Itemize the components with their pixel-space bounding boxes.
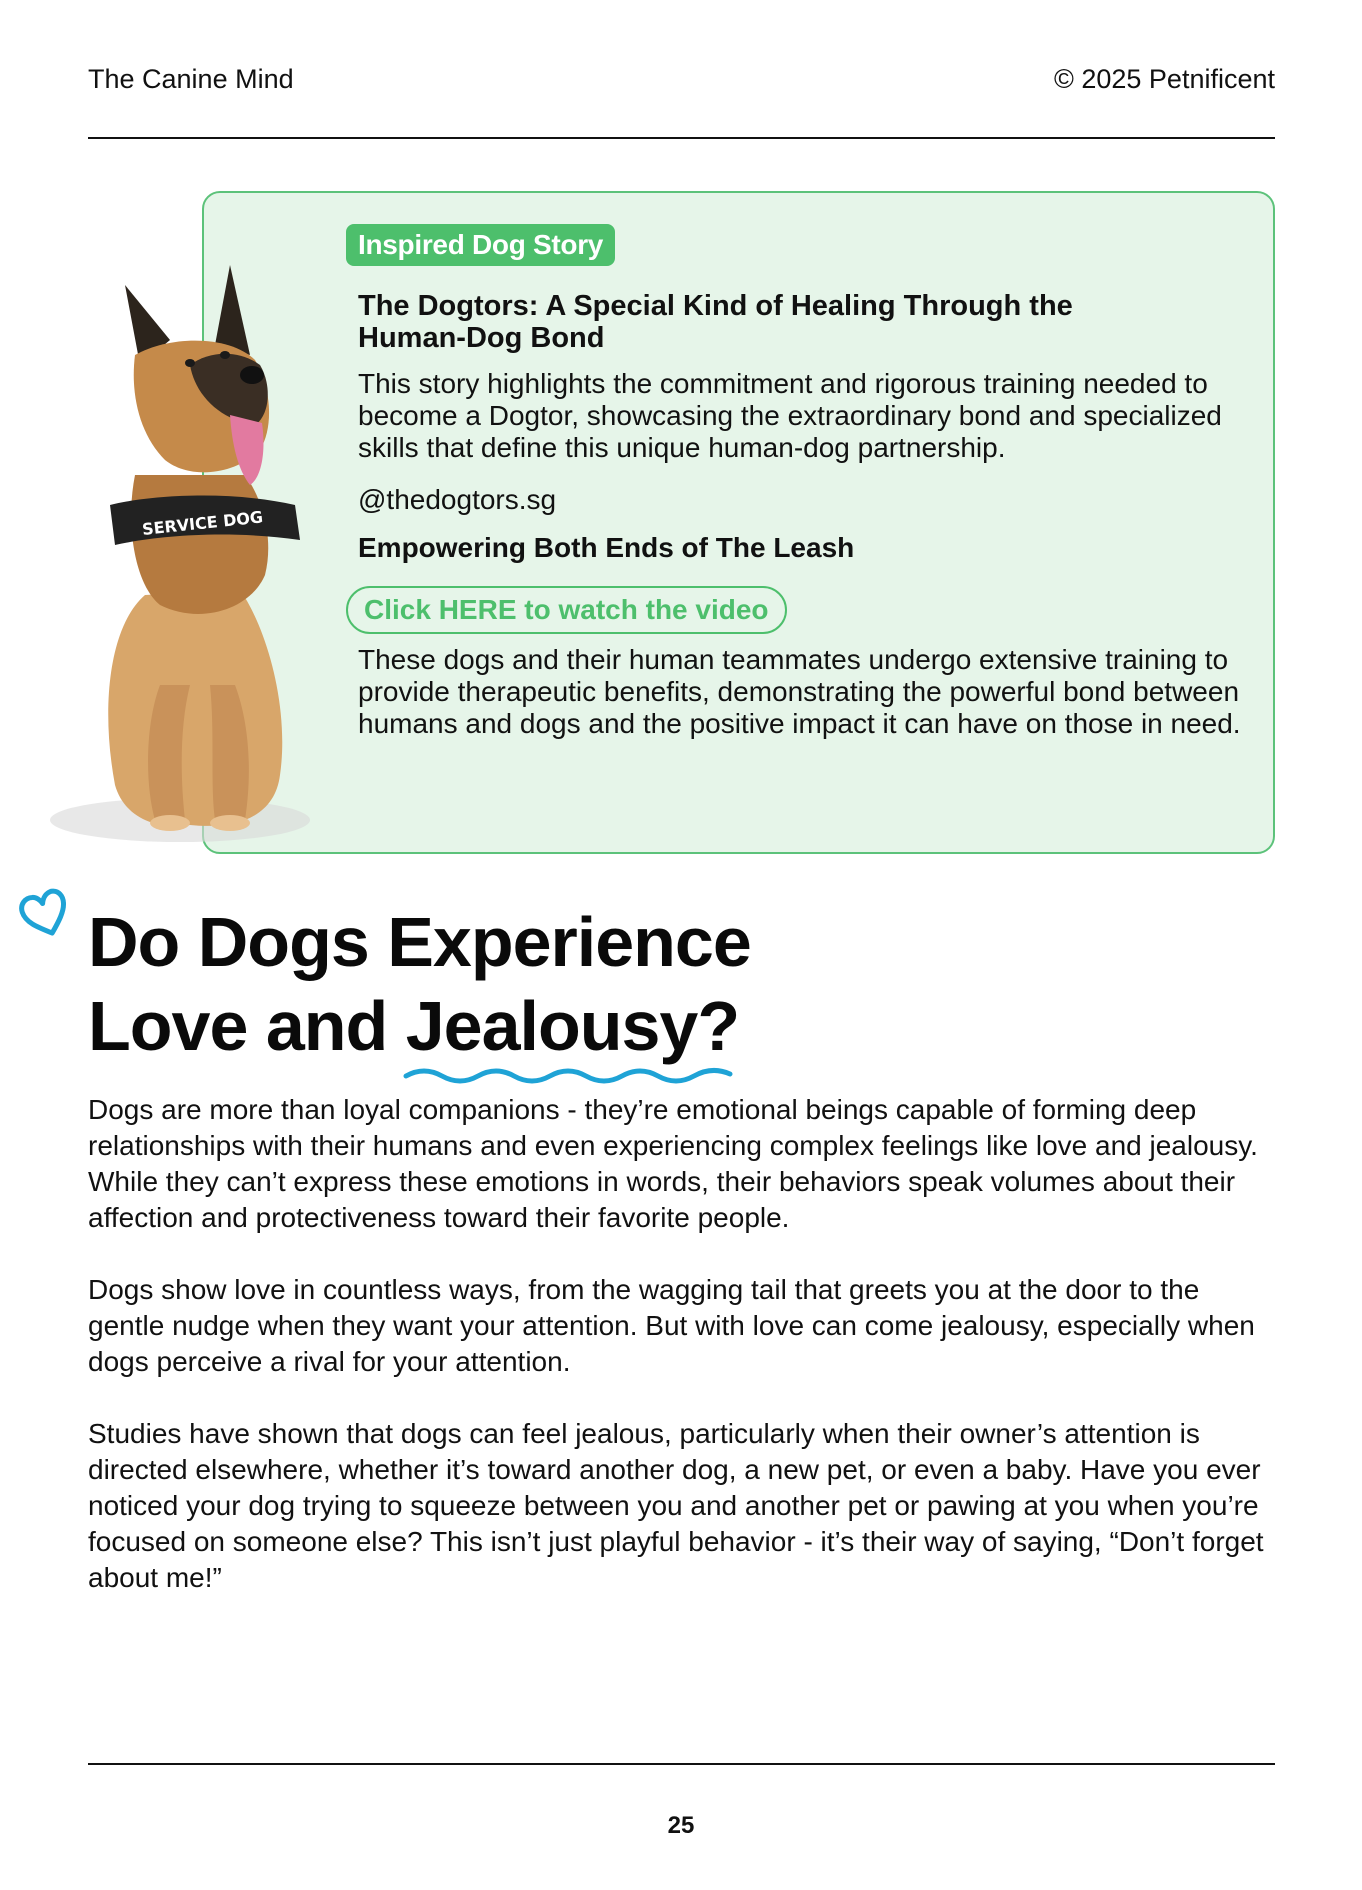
dog-photo [40, 245, 340, 845]
article-paragraph: Dogs show love in countless ways, from the wagging tail that greets you at the door to the gentle nudge when they want your attention. But with love can come jealousy, especially when dogs perceive a rival for your attention. [88, 1274, 1255, 1377]
story-tag: Inspired Dog Story [346, 224, 615, 266]
article-headline [88, 900, 988, 1068]
headline-line-2 [88, 984, 988, 1068]
watch-video-link[interactable]: Click HERE to watch the video [346, 586, 787, 634]
story-description-2: These dogs and their human teammates undergo extensive training to provide therapeutic benefits, demonstrating the powerful bond between humans and dogs and the positive impact it can have on those in need. [358, 644, 1241, 739]
story-tagline: Empowering Both Ends of The Leash [358, 532, 855, 563]
squiggle-underline [402, 1062, 742, 1086]
copyright-notice: © 2025 Petnificent [1053, 64, 1275, 94]
headline-highlight-word [406, 984, 698, 1068]
story-title: The Dogtors: A Special Kind of Healing Through the Human-Dog Bond [358, 290, 1073, 354]
headline-prefix: Love and [88, 987, 406, 1065]
headline-highlight-text: Jealousy [405, 987, 698, 1065]
header-divider [88, 137, 1275, 139]
page-number: 25 [667, 1812, 695, 1839]
story-description: This story highlights the commitment and rigorous training needed to become a Dogtor, showcasing the extraordinary bond and specialized skills that define this unique human-dog partnership. [358, 368, 1222, 463]
publication-title: The Canine Mind [88, 64, 294, 94]
svg-text:SERVICE DOG: SERVICE DOG [141, 507, 264, 539]
article-body [88, 1092, 1283, 1632]
social-handle: @thedogtors.sg [358, 484, 557, 515]
heart-icon [18, 886, 74, 942]
article-paragraph: Studies have shown that dogs can feel jealous, particularly when their owner’s attention is directed elsewhere, whether it’s toward another dog, a new pet, or even a baby. Have you ever noticed your dog trying to squeeze between you and another pet or pawing at you when you’re focused on someone else? This isn’t just playful behavior - it’s their way of saying, “Don’t forget about me!” [88, 1418, 1264, 1593]
headline-suffix: ? [697, 987, 740, 1065]
page-header [88, 64, 1275, 94]
story-content [346, 224, 1246, 740]
headline-line-1: Do Dogs Experience [88, 903, 751, 981]
article-paragraph: Dogs are more than loyal companions - they’re emotional beings capable of forming deep relationships with their humans and even experiencing complex feelings like love and jealousy. While they can’t express these emotions in words, their behaviors speak volumes about their affection and protectiveness toward their favorite people. [88, 1094, 1258, 1233]
footer-divider [88, 1763, 1275, 1765]
